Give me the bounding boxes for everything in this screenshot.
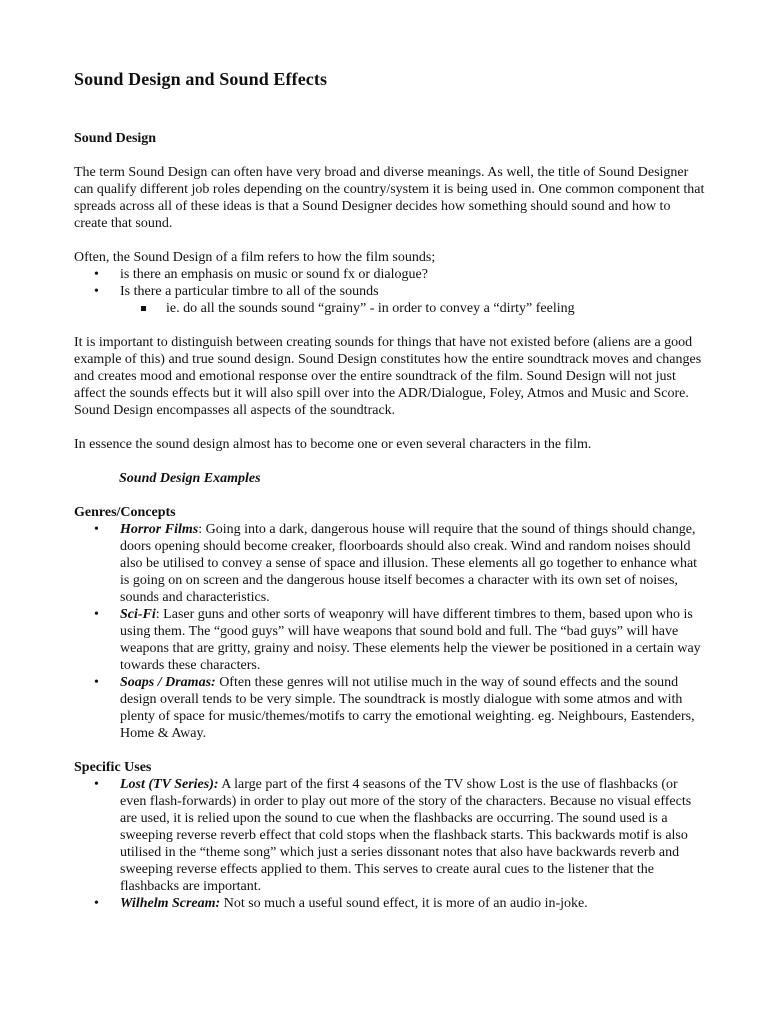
list-item [74, 521, 706, 606]
paragraph-essence: In essence the sound design almost has to become one or even several characters in the film. [74, 437, 592, 452]
genre-text: Often these genres will not utilise much in the way of sound effects and the sound design overall tends to be very simple. The soundtrack is mostly dialogue with some atmos and with plenty of space for music/themes/motifs to carry the emotional weighting. eg. Neighbours, Eastenders, Home & Away. [120, 675, 695, 741]
use-text: Not so much a useful sound effect, it is more of an audio in-joke. [223, 896, 588, 911]
list-item: • is there an emphasis on music or sound fx or dialogue? [74, 266, 706, 283]
uses-list [74, 776, 706, 912]
genres-list [74, 521, 706, 742]
paragraph-intro: The term Sound Design can often have very broad and diverse meanings. As well, the title of Sound Designer can qualify different job roles depending on the country/system it is being used in. One common component that spreads across all of these ideas is that a Sound Designer decides how something should sound and how to create that sound. [74, 165, 705, 231]
examples-heading: Sound Design Examples [119, 471, 261, 486]
genre-text: Laser guns and other sorts of weaponry will have different timbres to them, based upon who is using them. The “good guys” will have weapons that sound bold and full. The “bad guys” will have weapons that are gritty, grainy and noisy. These elements help the viewer be positioned in a certain way towards these characters. [120, 607, 701, 673]
sub-list-item: ie. do all the sounds sound “grainy” - in order to convey a “dirty” feeling [120, 300, 706, 317]
genre-term: Sci-Fi [120, 607, 156, 622]
use-text: A large part of the first 4 seasons of the TV show Lost is the use of flashbacks (or even flash-forwards) in order to play out more of the story of the characters. Because no visual effects are used, it is relied upon the sound to cue when the flashbacks are occurring. The sound used is a sweeping reverse reverb effect that cold stops when the flashback starts. This backwards motif is also utilised in the “theme song” which just a series dissonant notes that also have backwards reverb and sweeping reverse effects applied to them. This serves to create aural cues to the listener that the flashbacks are important. [120, 777, 692, 894]
term-separator: : [198, 522, 206, 537]
sub-bullet-list [120, 300, 706, 317]
bullet-list-sound-questions [74, 266, 706, 317]
term-separator: : [155, 607, 164, 622]
list-item [74, 895, 706, 912]
list-item [74, 283, 706, 317]
genre-text: Going into a dark, dangerous house will require that the sound of things should change, doors opening should become creaker, floorboards should also creak. Wind and random noises should also be utilised to convey a sense of space and illusion. These elements all go together to enhance what is going on on screen and the dangerous house itself becomes a character with its own set of noises, sounds and characteristics. [120, 522, 698, 605]
list-item [74, 776, 706, 895]
list-item [74, 674, 706, 742]
document-title: Sound Design and Sound Effects [74, 69, 328, 89]
use-term: Lost (TV Series): [120, 777, 219, 792]
document-body [74, 130, 706, 912]
paragraph-film-sound: Often, the Sound Design of a film refers to how the film sounds; [74, 250, 436, 265]
paragraph-distinguish: It is important to distinguish between creating sounds for things that have not existed before (aliens are a good example of this) and true sound design. Sound Design constitutes how the entire soundtrack moves and changes and creates mood and emotional response over the entire soundtrack of the film. Sound Design will not just affect the sounds effects but it will also spill over into the ADR/Dialogue, Foley, Atmos and Music and Score. Sound Design encompasses all aspects of the soundtrack. [74, 335, 702, 418]
genre-term: Soaps / Dramas: [120, 675, 216, 690]
list-item [74, 606, 706, 674]
genre-term: Horror Films [120, 522, 199, 537]
uses-heading: Specific Uses [74, 760, 152, 775]
genres-heading: Genres/Concepts [74, 505, 176, 520]
section-heading: Sound Design [74, 131, 157, 146]
list-item-text: Is there a particular timbre to all of the sounds [120, 284, 379, 299]
use-term: Wilhelm Scream: [120, 896, 221, 911]
